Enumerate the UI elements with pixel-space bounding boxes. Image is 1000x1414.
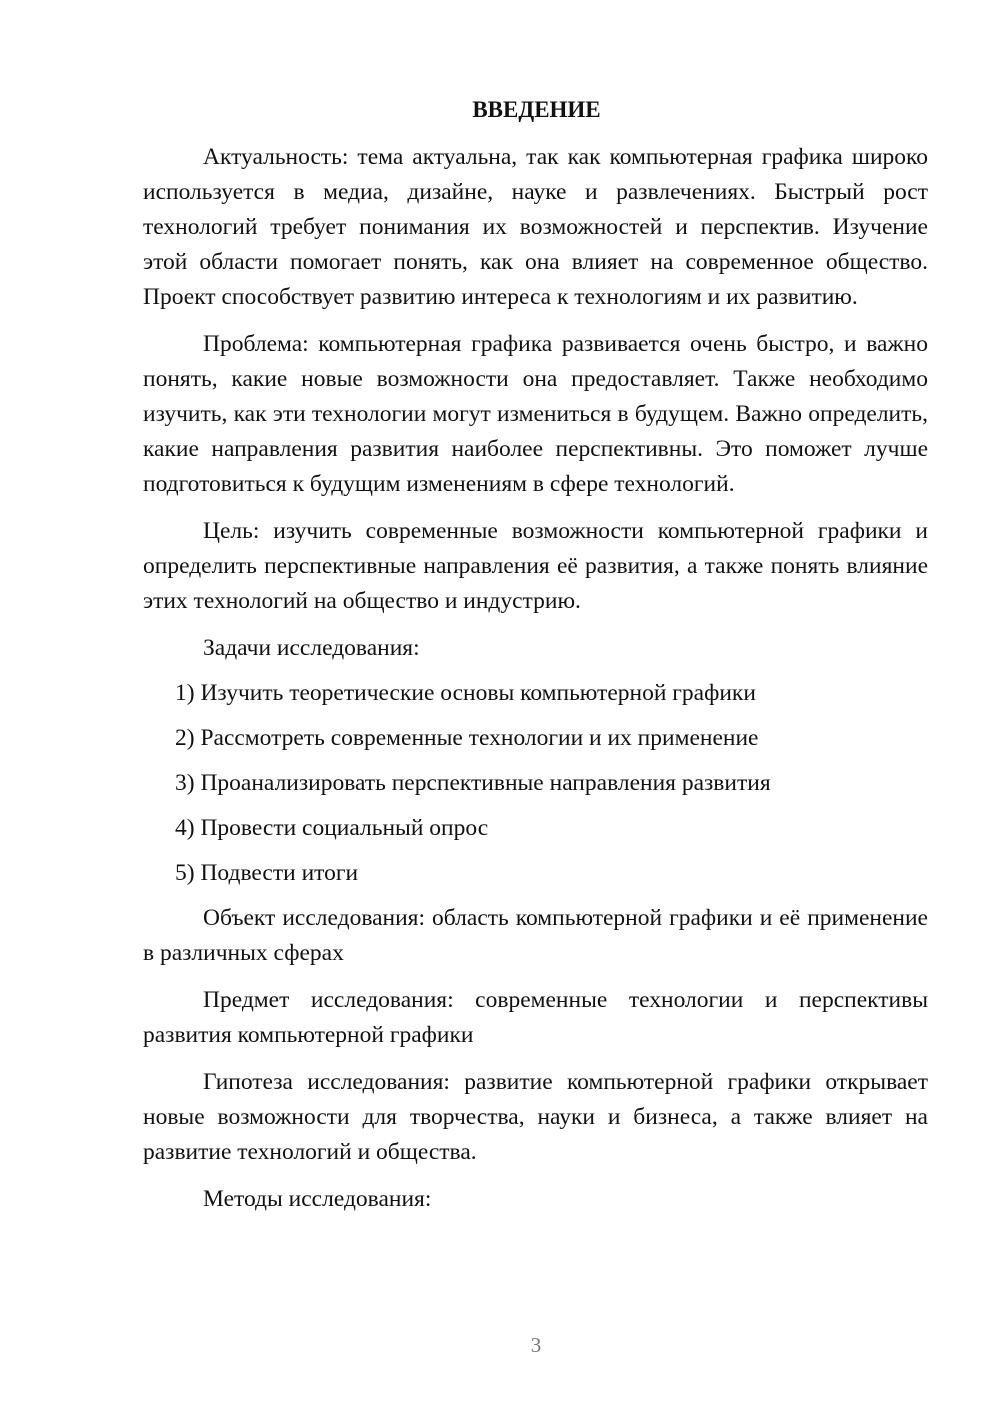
relevance-paragraph: Актуальность: тема актуальна, так как компьютерная графика широко используется в медиа, дизайне, науке и развлечениях. Быстрый рост технологий требует понимания их возможностей и перспектив. Изучение этой области помогает понять, как она влияет на современное общество. Проект способствует развитию интереса к технологиям и их развитию.	[143, 144, 928, 310]
page-number: 3	[530, 1333, 542, 1357]
list-item: 2) Рассмотреть современные технологии и их применение	[175, 725, 759, 751]
list-item: 5) Подвести итоги	[175, 860, 359, 886]
tasks-list	[143, 676, 928, 891]
section-heading: ВВЕДЕНИЕ	[472, 97, 601, 122]
goal-paragraph: Цель: изучить современные возможности компьютерной графики и определить перспективные направления её развития, а также понять влияние этих технологий на общество и индустрию.	[143, 518, 928, 614]
subject-paragraph: Предмет исследования: современные технологии и перспективы развития компьютерной графики	[143, 987, 928, 1048]
methods-label: Методы исследования:	[203, 1186, 432, 1212]
list-item: 3) Проанализировать перспективные направления развития	[175, 770, 771, 796]
list-item: 1) Изучить теоретические основы компьютерной графики	[175, 680, 756, 706]
object-paragraph: Объект исследования: область компьютерной графики и её применение в различных сферах	[143, 905, 928, 966]
problem-paragraph: Проблема: компьютерная графика развивается очень быстро, и важно понять, какие новые возможности она предоставляет. Также необходимо изучить, как эти технологии могут измениться в будущем. Важно определить, какие направления развития наиболее перспективны. Это поможет лучше подготовиться к будущим изменениям в сфере технологий.	[143, 331, 928, 497]
hypothesis-paragraph: Гипотеза исследования: развитие компьютерной графики открывает новые возможности для творчества, науки и бизнеса, а также влияет на развитие технологий и общества.	[143, 1069, 928, 1165]
tasks-label: Задачи исследования:	[203, 635, 420, 661]
list-item: 4) Провести социальный опрос	[175, 815, 489, 841]
document-page	[143, 92, 928, 1227]
